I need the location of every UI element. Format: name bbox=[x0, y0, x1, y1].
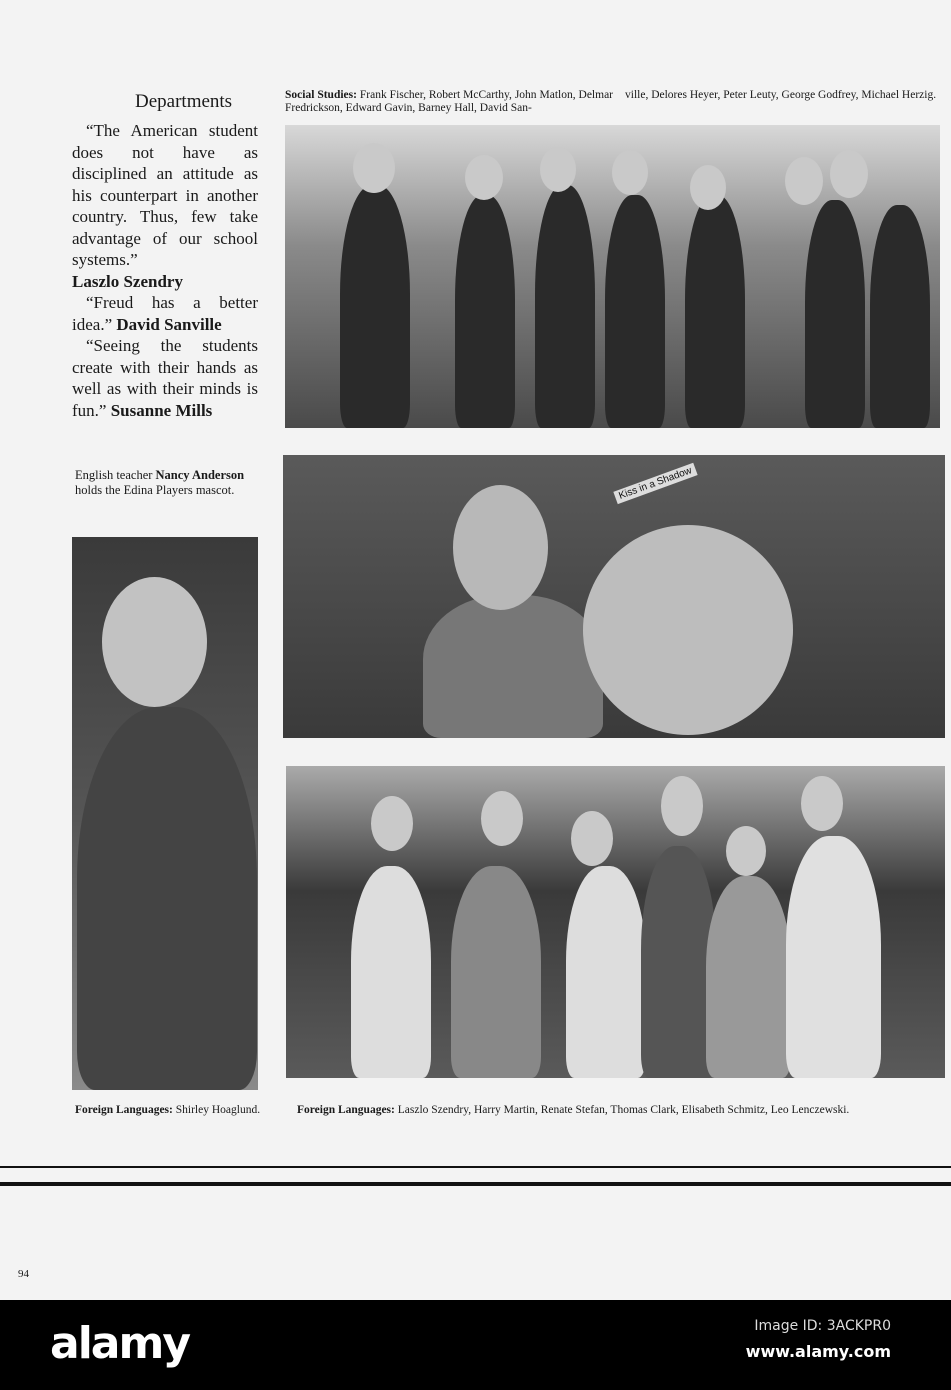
social-studies-photo bbox=[285, 125, 940, 428]
page-number: 94 bbox=[18, 1268, 29, 1280]
foreign-languages-caption bbox=[297, 1104, 951, 1117]
caption-label: Foreign Languages: bbox=[297, 1104, 395, 1116]
social-studies-caption bbox=[285, 89, 613, 115]
divider-line bbox=[0, 1166, 951, 1168]
quote-text: “The American student does not have as disciplined an attitude as his counterpart in another country. Thus, few take advantage of our school systems.” bbox=[72, 121, 258, 269]
quote-author: David Sanville bbox=[116, 314, 222, 334]
mascot-sign: Kiss in a Shadow bbox=[613, 463, 697, 504]
caption-text: Shirley Hoaglund. bbox=[175, 1104, 261, 1116]
quotes-block bbox=[72, 120, 258, 421]
image-id: Image ID: 3ACKPR0 bbox=[754, 1318, 891, 1334]
social-studies-caption-cont: ville, Delores Heyer, Peter Leuty, George Godfrey, Michael Herzig. bbox=[625, 89, 937, 101]
caption-text: Frank Fischer, Robert McCarthy, John Matlon, Delmar Fredrickson, Edward Gavin, Barney Hall, David San- bbox=[285, 89, 614, 114]
hoaglund-caption bbox=[75, 1104, 261, 1117]
caption-label: Social Studies: bbox=[285, 89, 357, 101]
watermark-footer bbox=[0, 1300, 951, 1390]
caption-name: Nancy Anderson bbox=[155, 468, 245, 482]
divider-line-thick bbox=[0, 1182, 951, 1186]
shirley-hoaglund-photo bbox=[72, 537, 258, 1090]
caption-text: English teacher bbox=[75, 468, 153, 482]
caption-text: holds the Edina Players mascot. bbox=[75, 483, 235, 497]
alamy-url[interactable]: www.alamy.com bbox=[745, 1342, 891, 1361]
quote bbox=[72, 120, 258, 292]
quote bbox=[72, 292, 258, 335]
quote bbox=[72, 335, 258, 421]
english-caption bbox=[75, 468, 261, 498]
foreign-languages-photo bbox=[286, 766, 945, 1078]
quote-text: “Freud has a better idea.” bbox=[72, 293, 258, 334]
page-heading: Departments bbox=[135, 91, 233, 112]
caption-label: Foreign Languages: bbox=[75, 1104, 173, 1116]
nancy-anderson-photo bbox=[283, 455, 945, 738]
quote-text: “Seeing the students create with their hands as well as with their minds is fun.” bbox=[72, 336, 258, 420]
alamy-logo: alamy bbox=[50, 1318, 189, 1369]
quote-author: Laszlo Szendry bbox=[72, 271, 183, 291]
caption-text: Laszlo Szendry, Harry Martin, Renate Stefan, Thomas Clark, Elisabeth Schmitz, Leo Lenczewski. bbox=[397, 1104, 850, 1116]
quote-author: Susanne Mills bbox=[110, 400, 213, 420]
